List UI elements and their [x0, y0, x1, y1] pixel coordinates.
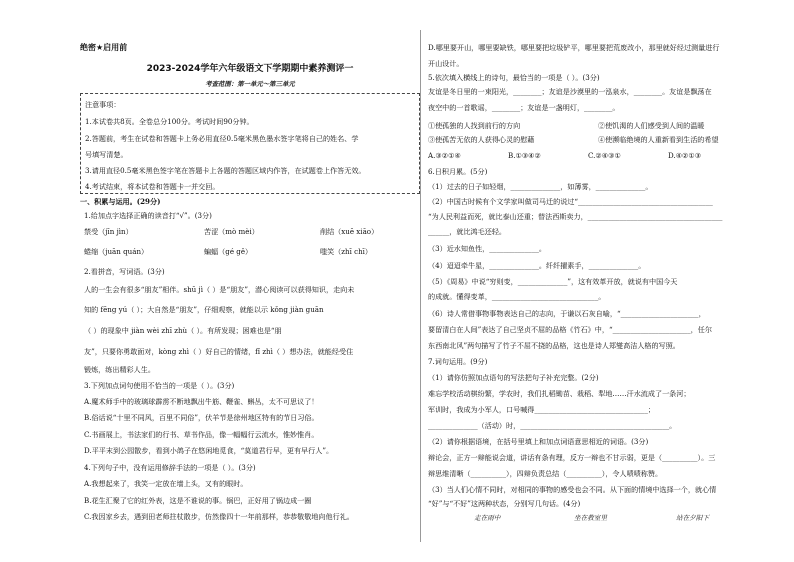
question-7-line: （2）请你根据语境，在括号里填上和加点词语意思相近的词语。(3分) [428, 437, 649, 446]
question-7-line: （1）请你仿照加点语句的写法把句子补充完整。(2分) [428, 373, 599, 382]
right-text: 开山设计。 [428, 59, 464, 68]
q5-choice: C.②④③① [588, 151, 621, 160]
question-2-text: 锻炼，练出精彩人生。 [84, 365, 155, 374]
question-5-text: 夜空中的一首歌谣，________；友谊是一盏明灯，________。 [428, 103, 620, 112]
pinyin-word: 苦涩（mò mèi） [204, 227, 259, 236]
question-6: 6.日积月累。(5分) [428, 167, 488, 176]
question-3-option: D.平平末到公园散步，看到小鸽子在悠闲地觅食，“莫道君行早，更有早行人”。 [84, 446, 334, 455]
q5-option: ④使濒临绝境的人重新看到生活的希望 [598, 135, 719, 144]
question-7: 7.词句运用。(9分) [428, 357, 488, 366]
question-2-text: （ ）的现象中 jiàn wèi zhī zhù（ ）。有所发现；困难也是“朋 [84, 326, 282, 335]
section-1-heading: 一、积累与运用。(29分) [80, 197, 161, 206]
question-7-line: 辩论会，正方一辩能说会道，讲话有条有理，反方一辩也不甘示弱，更是（__________）。三 [428, 453, 716, 462]
exam-title: 2023-2024学年六年级语文下学期期中素养测评一 [146, 64, 354, 74]
q5-choice: B.①③④② [508, 151, 541, 160]
question-7-line: 辩思维清晰（__________），四辩负责总结（__________），令人啧啧称赞。 [428, 469, 663, 478]
question-7-line: （3）当人们心情不同时，对相同的事物的感受也会不同。从下面的情境中选择一个，就心情 [428, 485, 717, 494]
q5-option: ②使饥渴的人们感受到人间的温暖 [598, 121, 705, 130]
note-item: 1.本试卷共8页。全卷总分100分。考试时间90分钟。 [85, 117, 254, 126]
scene-caption: 坐在教室里 [574, 514, 607, 522]
note-item: 号填写清楚。 [85, 150, 128, 159]
pinyin-word: 蜷缩（juān quán） [84, 247, 149, 256]
pinyin-word: 禁受（jīn jìn） [84, 227, 133, 236]
pinyin-word: 蝙蝠（gé gě） [204, 247, 253, 256]
q5-option: ③使孤苦无依的人获得心灵的慰藉 [428, 135, 535, 144]
question-5: 5.依次填入横线上的诗句，最恰当的一项是（ ）。(3分) [428, 73, 600, 82]
question-4-option: B.花生汇聚了它的红外表，这是不谁说的事。锅巴，正好用了锅边成一圈 [84, 496, 312, 505]
note-item: 2.答题前，考生在试卷和答题卡上务必用直径0.5毫米黑色墨水签字笔将自己的姓名、学 [85, 134, 359, 143]
pinyin-word: 削结（xuē xiāo） [320, 227, 379, 236]
question-6-line: ______，就比鸿毛还轻。 [428, 227, 507, 236]
question-3: 3.下列加点词句使用不恰当的一项是（ ）。(3分) [84, 381, 235, 390]
notes-heading: 注意事项： [85, 100, 121, 109]
question-7-line: “好”与“不好”这两种状态，分别写几句话。(4分) [428, 499, 581, 508]
question-2-text: 人的一生会有很多“朋友”相伴。shū jì（ ）是“朋友”，潜心阅读可以获得知识，走向未 [84, 285, 355, 294]
q5-choice: A.③②①④ [428, 151, 461, 160]
question-6-line: 的成就。懂得变革，______________________________。 [428, 292, 606, 301]
question-6-line: （3）近水知鱼性，______________。 [428, 244, 547, 253]
scene-caption: 站在夕阳下 [676, 514, 709, 522]
question-6-line: （6）诗人常借事物事物表达自己的志向，于谦以石灰自喻，“______________________， [428, 309, 706, 318]
question-3-option: C.书画展上，书法家们的行书、草书作品，像一幅幅行云流水，惟妙惟肖。 [84, 430, 319, 439]
q5-option: ①使孤独的人找到前行的方向 [428, 121, 521, 130]
column-divider [420, 30, 421, 542]
question-6-line: （5）《周易》中说“穷则变，______________”，这有效革开放，就说有中国今天 [428, 277, 678, 286]
note-item: 3.请用直径0.5毫米黑色签字笔在答题卡上各题的答题区域内作答，在试题卷上作答无效。 [85, 166, 366, 175]
question-6-line: （1）过去的日子如轻烟，______________，如薄雾，______________。 [428, 182, 653, 191]
question-5-text: 友谊是冬日里的一束阳光，________；友谊是沙漠里的一泓泉水，________。友谊是飘荡在 [428, 87, 712, 96]
question-1: 1.给加点字选择正确的读音打“√”。(3分) [84, 211, 212, 220]
notes-box [80, 93, 420, 194]
question-6-line: （2）中国古时候有个文学家叫做司马迁的说过“______________________________________ [428, 197, 713, 206]
right-text: D.哪里要开山，哪里要缺铁，哪里要把垃圾铲平，哪里要把荒废改小，那里就好经过测量进行 [428, 43, 720, 52]
question-3-option: B.俗话说“十里不同风，百里不同俗”，伏羊节是徐州地区特有的节日习俗。 [84, 413, 319, 422]
question-2: 2.看拼音，写词语。(3分) [84, 267, 165, 276]
exam-scope: 考查范围：第一单元～第三单元 [205, 80, 295, 88]
question-2-text: 知的 fēng yú（ ）；大自然是“朋友”，仔细观察，就能以示 kǒng jiàn guān [84, 305, 324, 314]
question-4-option: C.我因家乡去，遇到田老师拄杖散步，仿然像四十一年前那样，恭恭敬敬地向他行礼。 [84, 512, 354, 521]
question-6-line: 东西南北风”两句描写了竹子不屈不挠的品格，这也是诗人郑燮高洁人格的写照。 [428, 341, 680, 350]
pinyin-word: 嗤笑（zhī chī） [320, 247, 373, 256]
question-2-text: 友”，只要你勇敢面对，kòng zhì（ ）好自己的情绪，fǐ zhì（ ）想办法，就能经受住 [84, 347, 354, 356]
question-7-line: 军训时，我成为小军人，口号喊得________________________________； [428, 405, 655, 414]
question-7-line: 难忘学校活动棋纷繁，学农时，我们扎稻锄苗、栽稻、犁地……汗水流成了一条河； [428, 389, 691, 398]
note-item: 4.考试结束，将本试卷和答题卡一并交回。 [85, 182, 220, 191]
question-6-line: 要留清白在人间”表达了自己坚贞不屈的品格《竹石》中，“______________________，任尔 [428, 325, 712, 334]
scene-caption: 走在雨中 [474, 514, 501, 522]
question-4: 4.下列句子中，没有运用修辞手法的一项是（ ）。(3分) [84, 463, 256, 472]
question-4-option: A.我想起来了，我笑一定放在墙上头，又有的眼时。 [84, 479, 248, 488]
question-6-line: （4）迢迢牵牛星，______________。纤纤擢素手，______________。 [428, 261, 646, 270]
question-7-line: ______________（活动）时，__________________________________________。 [428, 421, 677, 430]
question-3-option: A.魔术师手中的玻璃球霹雳不断地飘出牛筋、鞭雀、蝌丛，太不可思议了！ [84, 397, 319, 406]
q5-choice: D.④②①③ [668, 151, 702, 160]
question-6-line: “为人民利益而死，就比泰山还重；替法西斯卖力，______________________________________ [428, 212, 723, 221]
secret-label: 绝密★启用前 [80, 43, 128, 52]
